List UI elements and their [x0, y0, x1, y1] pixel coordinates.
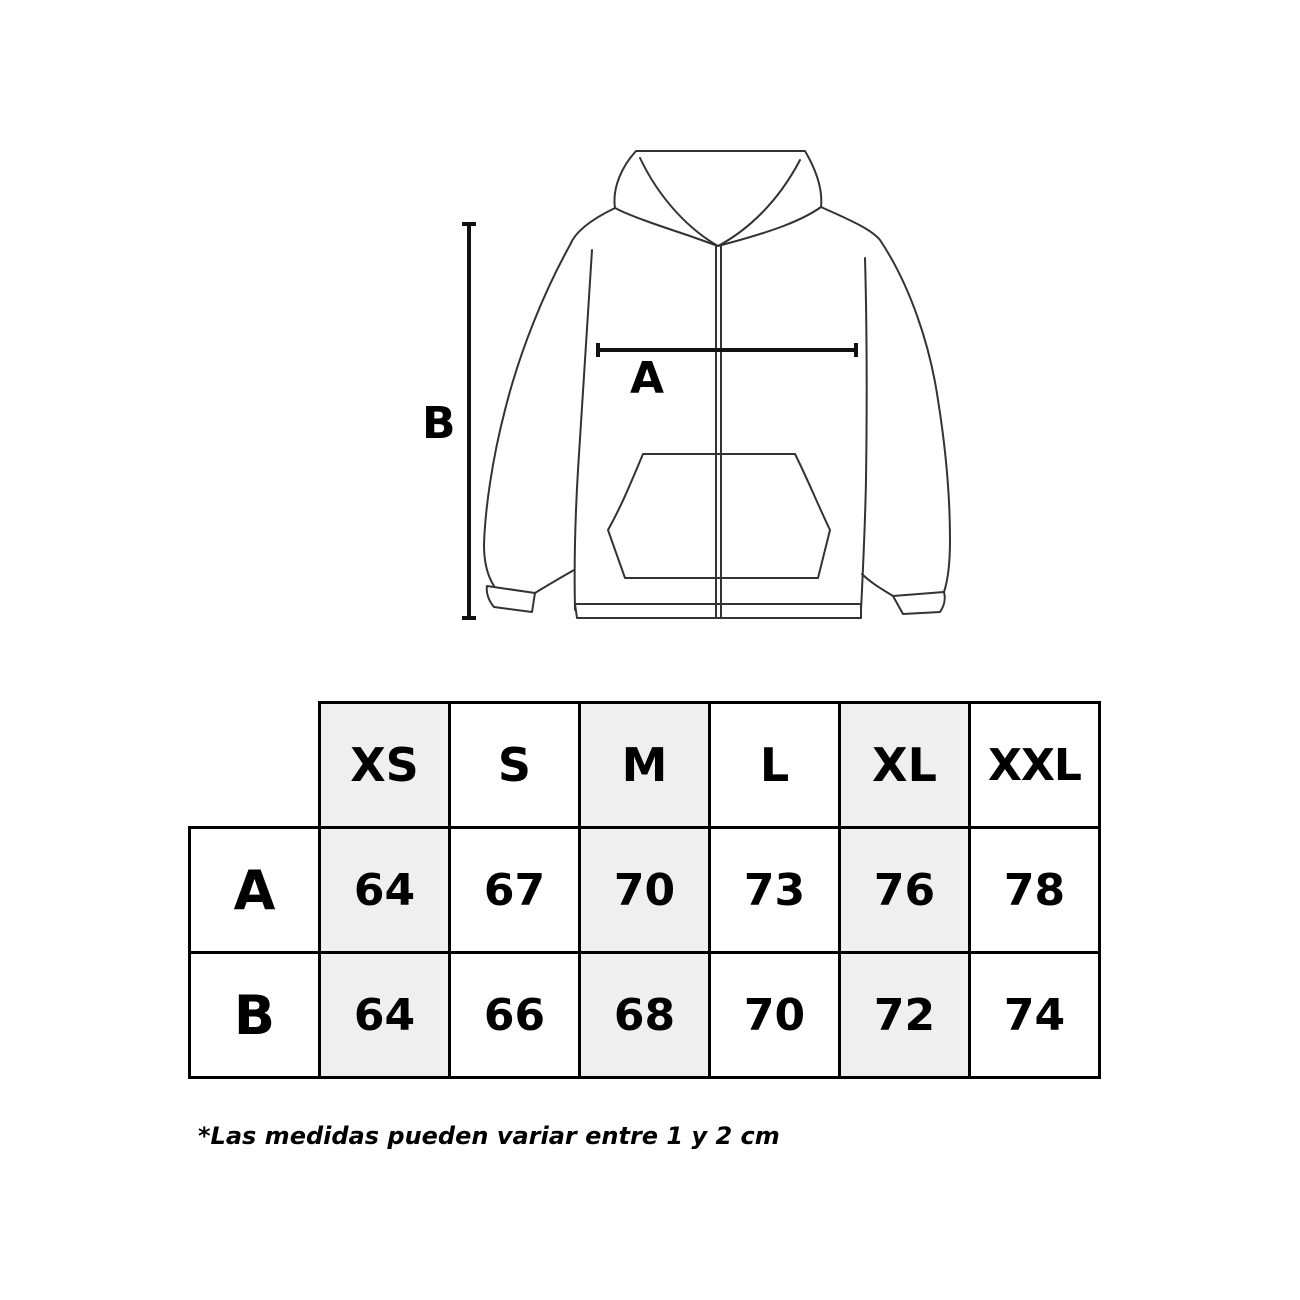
cell-a-l: 73	[710, 828, 840, 953]
right-sleeve-outline	[821, 207, 950, 592]
size-header-s: S	[450, 703, 580, 828]
left-sleeve-inner	[535, 570, 574, 593]
cell-b-s: 66	[450, 953, 580, 1078]
table-row-a	[190, 828, 1100, 953]
cell-b-xs: 64	[320, 953, 450, 1078]
table-row-b	[190, 953, 1100, 1078]
zipper-line	[716, 246, 721, 618]
size-header-l: L	[710, 703, 840, 828]
cell-a-xl: 76	[840, 828, 970, 953]
size-chart-table	[188, 701, 1101, 1079]
pocket	[608, 454, 830, 578]
cell-a-xs: 64	[320, 828, 450, 953]
hood-outline	[614, 151, 821, 246]
measure-a-label: A	[630, 353, 665, 404]
cell-b-xxl: 74	[970, 953, 1100, 1078]
empty-corner-cell	[190, 703, 320, 828]
hem	[575, 604, 861, 618]
size-header-xs: XS	[320, 703, 450, 828]
cell-b-xl: 72	[840, 953, 970, 1078]
right-body-side	[861, 258, 867, 610]
left-sleeve-outline	[484, 208, 615, 586]
cell-a-m: 70	[580, 828, 710, 953]
size-header-row	[190, 703, 1100, 828]
measure-b	[462, 224, 476, 618]
cell-b-l: 70	[710, 953, 840, 1078]
hood-inner	[640, 158, 800, 246]
measure-b-label: B	[422, 398, 456, 449]
size-header-xxl: XXL	[970, 703, 1100, 828]
cell-b-m: 68	[580, 953, 710, 1078]
size-header-m: M	[580, 703, 710, 828]
left-body-side	[575, 250, 592, 610]
row-label-a: A	[190, 828, 320, 953]
size-header-xl: XL	[840, 703, 970, 828]
left-cuff	[487, 586, 535, 612]
row-label-b: B	[190, 953, 320, 1078]
right-sleeve-inner	[862, 574, 893, 596]
cell-a-s: 67	[450, 828, 580, 953]
cell-a-xxl: 78	[970, 828, 1100, 953]
right-cuff	[893, 592, 945, 614]
measurement-footnote: *Las medidas pueden variar entre 1 y 2 cm	[198, 1122, 780, 1150]
